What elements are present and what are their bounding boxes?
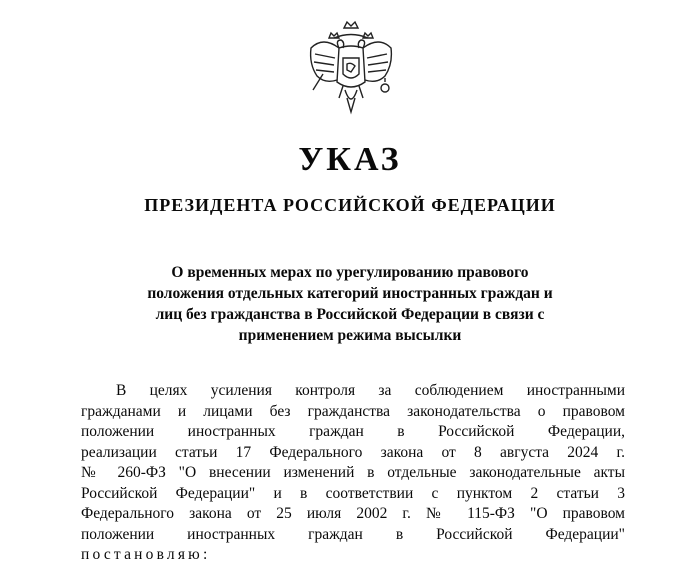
body-line: реализации статьи 17 Федерального закона от 8 августа 2024 г.	[81, 443, 625, 461]
document-subtitle: ПРЕЗИДЕНТА РОССИЙСКОЙ ФЕДЕРАЦИИ	[144, 195, 556, 215]
heading-line: применением режима высылки	[238, 327, 462, 344]
heading-line: положения отдельных категорий иностранных граждан и	[147, 285, 553, 302]
body-line: В целях усиления контроля за соблюдением иностранными	[116, 382, 625, 399]
body-line: положении иностранных граждан в Российской Федерации,	[81, 423, 625, 440]
body-line: Российской Федерации" и в соответствии с пунктом 2 статьи 3	[81, 484, 625, 502]
body-line: гражданами и лицами без гражданства законодательства о правовом	[81, 402, 625, 420]
document-body	[81, 381, 625, 566]
body-line: № 260-ФЗ "О внесении изменений в отдельные законодательные акты	[81, 464, 625, 481]
heading-line: О временных мерах по урегулированию правового	[171, 264, 529, 281]
body-line: постановляю:	[81, 546, 211, 563]
body-line: Федерального закона от 25 июля 2002 г. № 115-ФЗ "О правовом	[81, 505, 625, 522]
coat-of-arms-icon	[303, 18, 399, 120]
body-line: положении иностранных граждан в Российской Федерации"	[81, 525, 625, 543]
heading-line: лиц без гражданства в Российской Федерации в связи с	[155, 306, 545, 323]
document-title: УКАЗ	[298, 141, 402, 178]
document-heading	[128, 262, 572, 346]
